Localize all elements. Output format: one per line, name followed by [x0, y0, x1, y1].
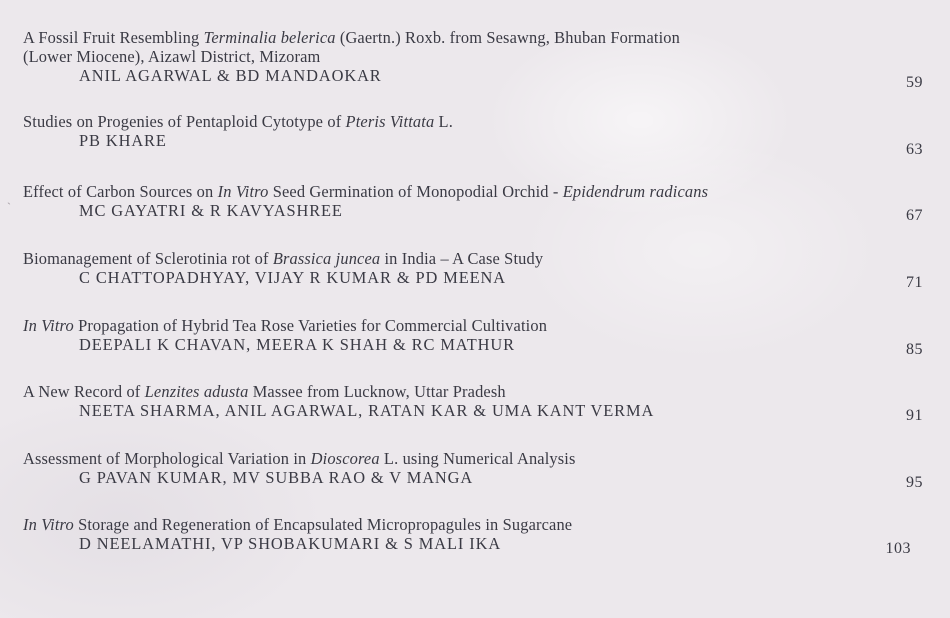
entry-title[interactable]: Biomanagement of Sclerotinia rot of Brassica juncea in India – A Case Study [23, 249, 544, 268]
toc-entry[interactable] [23, 249, 923, 291]
entry-title[interactable]: A New Record of Lenzites adusta Massee from Lucknow, Uttar Pradesh [23, 382, 506, 401]
toc-entry[interactable] [23, 316, 923, 358]
entry-title[interactable]: In Vitro Storage and Regeneration of Encapsulated Micropropagules in Sugarcane [23, 515, 573, 534]
entry-authors: D NEELAMATHI, VP SHOBAKUMARI & S MALI IKA [79, 534, 502, 553]
entry-page-number[interactable]: 91 [906, 407, 923, 424]
entry-title-line2[interactable]: (Lower Miocene), Aizawl District, Mizoram [23, 47, 321, 66]
entry-page-number[interactable]: 103 [885, 540, 911, 557]
entry-authors: MC GAYATRI & R KAVYASHREE [79, 201, 343, 220]
entry-page-number[interactable]: 85 [906, 341, 923, 358]
entry-page-number[interactable]: 67 [906, 207, 923, 224]
entry-page-number[interactable]: 95 [906, 474, 923, 491]
entry-authors: C CHATTOPADHYAY, VIJAY R KUMAR & PD MEENA [79, 268, 507, 287]
toc-entry[interactable] [23, 112, 923, 158]
entry-page-number[interactable]: 63 [906, 141, 923, 158]
entry-page-number[interactable]: 59 [906, 74, 923, 91]
toc-entry[interactable] [23, 382, 923, 424]
entry-authors: PB KHARE [79, 131, 167, 150]
entry-title[interactable]: Assessment of Morphological Variation in Dioscorea L. using Numerical Analysis [23, 449, 576, 468]
toc-entry[interactable] [23, 182, 923, 224]
entry-title[interactable]: A Fossil Fruit Resembling Terminalia belerica (Gaertn.) Roxb. from Sesawng, Bhuban Formation [23, 28, 680, 47]
entry-title[interactable]: Effect of Carbon Sources on In Vitro Seed Germination of Monopodial Orchid - Epidendrum radicans [23, 182, 709, 201]
toc-entry[interactable] [23, 515, 923, 557]
entry-title[interactable]: In Vitro Propagation of Hybrid Tea Rose Varieties for Commercial Cultivation [23, 316, 548, 335]
entry-authors: ANIL AGARWAL & BD MANDAOKAR [79, 66, 382, 85]
entry-authors: NEETA SHARMA, ANIL AGARWAL, RATAN KAR & UMA KANT VERMA [79, 401, 655, 420]
entry-title[interactable]: Studies on Progenies of Pentaploid Cytotype of Pteris Vittata L. [23, 112, 453, 131]
toc-entry[interactable] [23, 449, 923, 491]
toc-entry[interactable] [23, 28, 923, 91]
entry-authors: DEEPALI K CHAVAN, MEERA K SHAH & RC MATHUR [79, 335, 515, 354]
stray-mark: ` [7, 200, 11, 214]
entry-page-number[interactable]: 71 [906, 274, 923, 291]
entry-authors: G PAVAN KUMAR, MV SUBBA RAO & V MANGA [79, 468, 474, 487]
